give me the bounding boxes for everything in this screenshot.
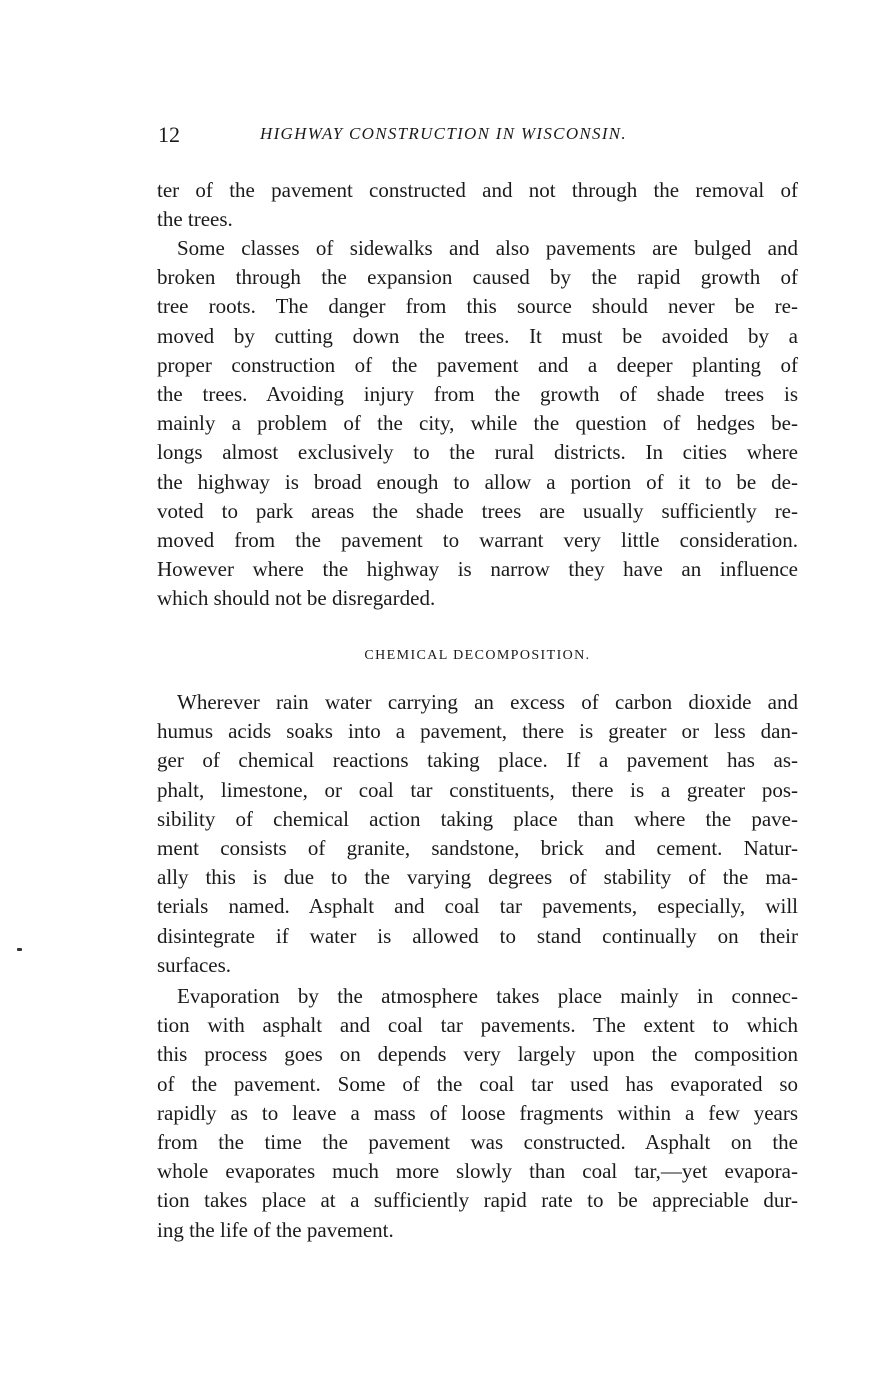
text-line: phalt, limestone, or coal tar constituents, there is a greater pos- bbox=[157, 777, 798, 802]
scan-speck bbox=[17, 948, 22, 951]
text-line: ter of the pavement constructed and not through the removal of bbox=[157, 178, 798, 202]
text-line: tree roots. The danger from this source should never be re- bbox=[157, 294, 798, 319]
text-line: sibility of chemical action taking place than where the pave- bbox=[157, 806, 798, 831]
text-line: ing the life of the pavement. bbox=[157, 1217, 394, 1242]
text-line: moved by cutting down the trees. It must be avoided by a bbox=[157, 323, 798, 348]
paragraph-continuation bbox=[157, 176, 798, 234]
paragraph-tree-roots bbox=[157, 234, 798, 613]
text-line: disintegrate if water is allowed to stand continually on their bbox=[157, 923, 798, 948]
text-line: Evaporation by the atmosphere takes place mainly in connec- bbox=[177, 984, 798, 1008]
text-line: of the pavement. Some of the coal tar used has evaporated so bbox=[157, 1071, 798, 1096]
text-line: surfaces. bbox=[157, 952, 232, 977]
text-line: ally this is due to the varying degrees of stability of the ma- bbox=[157, 865, 798, 890]
text-line: voted to park areas the shade trees are usually sufficiently re- bbox=[157, 498, 798, 523]
text-line: whole evaporates much more slowly than coal tar,—yet evapora- bbox=[157, 1159, 798, 1184]
text-line: the highway is broad enough to allow a portion of it to be de- bbox=[157, 469, 798, 494]
text-line: the trees. Avoiding injury from the growth of shade trees is bbox=[157, 381, 798, 406]
text-line: longs almost exclusively to the rural districts. In cities where bbox=[157, 440, 798, 465]
text-line: the trees. bbox=[157, 207, 233, 232]
paragraph-chemical-reactions bbox=[157, 688, 798, 980]
page-header bbox=[158, 122, 798, 152]
text-line: ger of chemical reactions taking place. If a pavement has as- bbox=[157, 748, 798, 773]
text-line: However where the highway is narrow they have an influence bbox=[157, 557, 798, 582]
text-line: rapidly as to leave a mass of loose fragments within a few years bbox=[157, 1100, 798, 1125]
text-line: proper construction of the pavement and a deeper planting of bbox=[157, 352, 798, 377]
text-line: Wherever rain water carrying an excess of carbon dioxide and bbox=[177, 690, 798, 714]
text-line: tion takes place at a sufficiently rapid rate to be appreciable dur- bbox=[157, 1188, 798, 1213]
running-title: HIGHWAY CONSTRUCTION IN WISCONSIN. bbox=[260, 124, 627, 143]
text-line: ment consists of granite, sandstone, brick and cement. Natur- bbox=[157, 835, 798, 860]
text-line: mainly a problem of the city, while the question of hedges be- bbox=[157, 411, 798, 436]
text-line: from the time the pavement was constructed. Asphalt on the bbox=[157, 1129, 798, 1154]
text-line: broken through the expansion caused by the rapid growth of bbox=[157, 265, 798, 290]
text-line: terials named. Asphalt and coal tar pavements, especially, will bbox=[157, 894, 798, 919]
text-line: Some classes of sidewalks and also pavements are bulged and bbox=[177, 236, 798, 260]
text-line: moved from the pavement to warrant very little consideration. bbox=[157, 527, 798, 552]
text-line: which should not be disregarded. bbox=[157, 586, 436, 611]
section-heading: CHEMICAL DECOMPOSITION. bbox=[364, 648, 591, 663]
text-line: humus acids soaks into a pavement, there is greater or less dan- bbox=[157, 719, 798, 744]
page-number: 12 bbox=[158, 122, 180, 147]
text-line: this process goes on depends very largely upon the composition bbox=[157, 1042, 798, 1067]
text-line: tion with asphalt and coal tar pavements. The extent to which bbox=[157, 1013, 798, 1038]
paragraph-evaporation bbox=[157, 982, 798, 1245]
